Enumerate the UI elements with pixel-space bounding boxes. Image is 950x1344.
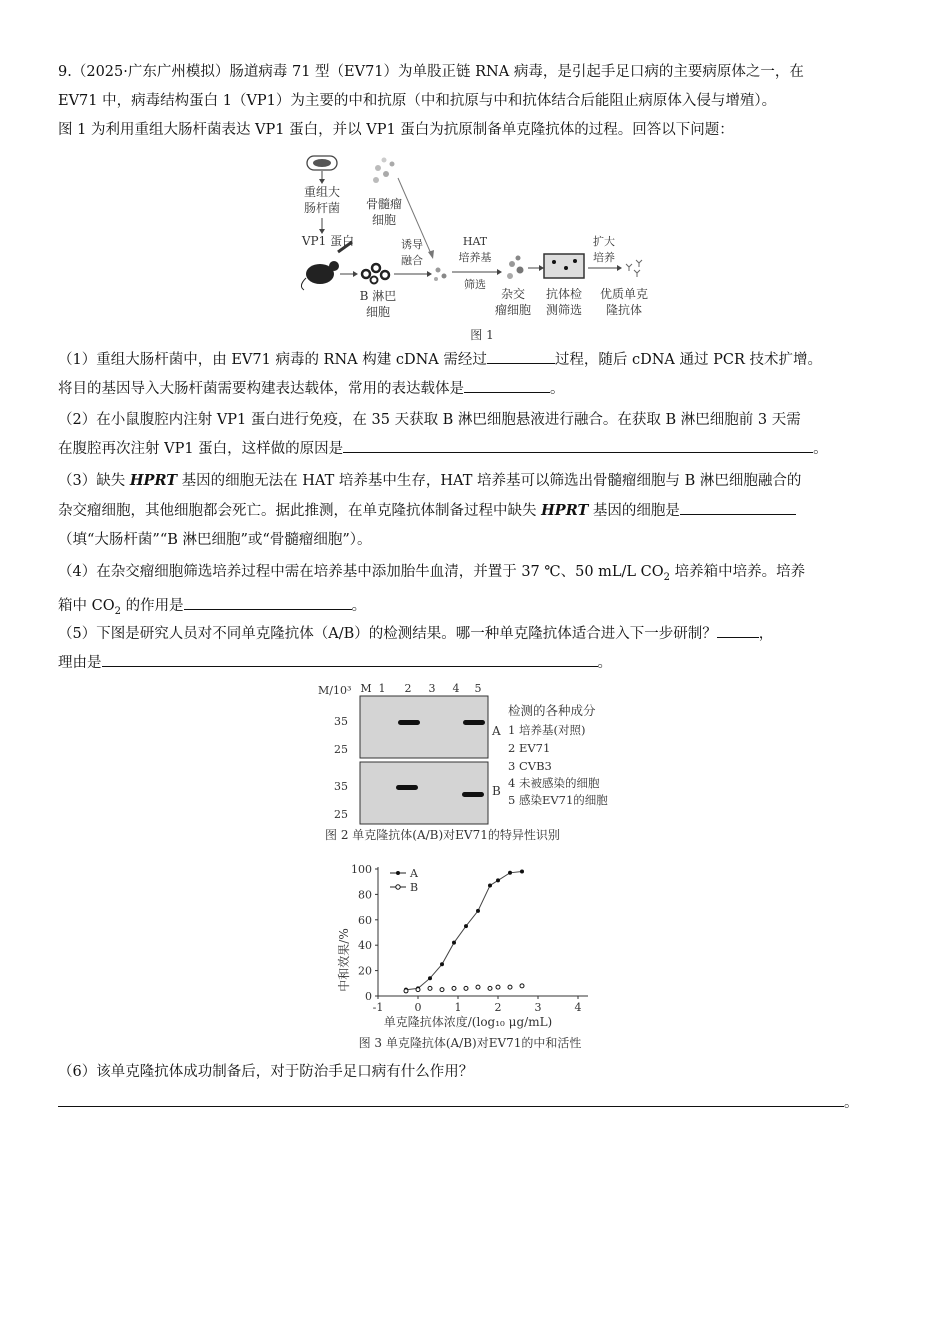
- expand-label-1: 扩大: [593, 235, 615, 248]
- chart-xlabel: 单克隆抗体浓度/(log₁₀ μg/mL): [383, 1015, 553, 1029]
- x-tick-label--1: -1: [372, 1001, 384, 1014]
- q4-text-c: 箱中 CO: [58, 597, 115, 614]
- myeloma-icons: [373, 158, 395, 184]
- series-a-fit-line: [406, 872, 522, 990]
- figure-2-caption: 图 2 单克隆抗体(A/B)对EV71的特异性识别: [325, 828, 560, 842]
- q3-text-b: 基因的细胞无法在 HAT 培养基中生存，HAT 培养基可以筛选出骨髓瘤细胞与 B 淋巴细胞融合的: [177, 473, 802, 489]
- hybridoma-label-2: 瘤细胞: [494, 303, 532, 317]
- q5-text-b: ，: [758, 626, 774, 642]
- myeloma-label-1: 骨髓瘤: [365, 197, 403, 211]
- ecoli-label-1: 重组大: [303, 185, 341, 199]
- q4-text-d: 的作用是: [120, 597, 184, 614]
- q3-text-d: 基因的细胞是: [588, 503, 680, 519]
- y-tick-label-20: 20: [358, 964, 372, 978]
- myeloma-label-2: 细胞: [371, 213, 397, 227]
- q1-text-b: 过程，随后 cDNA 通过 PCR 技术扩增。: [554, 352, 822, 368]
- x-tick-label-3: 3: [534, 1001, 542, 1014]
- series-a-point: [476, 909, 480, 913]
- series-a-point: [520, 870, 524, 874]
- figure-3-caption: 图 3 单克隆抗体(A/B)对EV71的中和活性: [358, 1036, 582, 1050]
- ecoli-label-2: 肠杆菌: [303, 201, 341, 215]
- figure-3-chart: [330, 855, 610, 1055]
- detection-plate-icon: [544, 254, 584, 278]
- plasmid-icon: [313, 159, 331, 167]
- series-b-point: [496, 985, 500, 989]
- lane-label-4: 4: [452, 682, 460, 695]
- x-tick-label-2: 2: [494, 1001, 502, 1014]
- question-source: （2025·广东广州模拟）: [71, 64, 230, 80]
- series-a-point: [452, 941, 456, 945]
- series-b-point: [416, 988, 420, 992]
- induce-label-1: 诱导: [401, 238, 423, 251]
- blot-legend-2: 2 EV71: [508, 741, 551, 755]
- series-b-point: [508, 985, 512, 989]
- q2-text-a: （2）在小鼠腹腔内注射 VP1 蛋白进行免疫，在 35 天获取 B 淋巴细胞悬液进行融合。在获取 B 淋巴细胞前 3 天需: [58, 412, 801, 428]
- x-tick-label-4: 4: [574, 1001, 582, 1014]
- antibody-test-label-2: 测筛选: [545, 303, 583, 317]
- lane-label-m: M: [360, 682, 372, 695]
- figure-1-diagram: [290, 148, 680, 348]
- blot-legend-1: 1 培养基(对照): [508, 723, 586, 737]
- x-tick-label-0: 0: [414, 1001, 422, 1014]
- q5-blank-1[interactable]: [717, 623, 759, 638]
- panel-label-a: A: [492, 724, 501, 738]
- screen-label: 筛选: [464, 278, 486, 291]
- y-tick-label-100: 100: [351, 863, 372, 876]
- question-4: [58, 558, 894, 626]
- intro-line-2: EV71 中，病毒结构蛋白 1（VP1）为主要的中和抗原（中和抗原与中和抗体结合后能阻止病原体入侵与增殖）。: [58, 93, 777, 109]
- hat-label-2: 培养基: [458, 251, 492, 264]
- series-a-point: [464, 924, 468, 928]
- question-5: [58, 620, 894, 678]
- y-tick-label-60: 60: [358, 913, 372, 927]
- hybridoma-label-1: 杂交: [500, 287, 526, 301]
- q5-blank-2[interactable]: [102, 652, 598, 667]
- q1-text-a: （1）重组大肠杆菌中，由 EV71 病毒的 RNA 构建 cDNA 需经过: [58, 352, 487, 368]
- q3-text-e: （填“大肠杆菌”“B 淋巴细胞”或“骨髓瘤细胞”）。: [58, 532, 372, 548]
- q3-text-c: 杂交瘤细胞，其他细胞都会死亡。据此推测，在单克隆抗体制备过程中缺失: [58, 503, 542, 519]
- q4-text-b: 培养箱中培养。培养: [670, 564, 806, 580]
- q4-text-e: 。: [351, 597, 367, 614]
- quality-label-2: 隆抗体: [605, 303, 643, 317]
- q2-text-b: 在腹腔再次注射 VP1 蛋白，这样做的原因是: [58, 441, 344, 457]
- q1-blank-2[interactable]: [464, 378, 550, 393]
- question-6: [58, 1058, 894, 1118]
- y-tick-label-80: 80: [358, 888, 372, 902]
- series-b-point: [464, 986, 468, 990]
- intro-line-3: 图 1 为利用重组大肠杆菌表达 VP1 蛋白，并以 VP1 蛋白为抗原制备单克隆抗体的过程。回答以下问题：: [58, 122, 734, 138]
- q3-text-a: （3）缺失: [58, 473, 130, 489]
- bcell-label-2: 细胞: [365, 305, 391, 319]
- blot-legend-4: 4 未被感染的细胞: [508, 776, 600, 790]
- series-b-point: [404, 989, 408, 993]
- question-intro: [58, 58, 894, 145]
- antibody-test-label-1: 抗体检: [545, 287, 583, 301]
- q5-text-c: 理由是: [58, 655, 102, 671]
- hat-label-1: HAT: [462, 235, 488, 248]
- legend-b-marker: [396, 885, 400, 889]
- y-tick-label-40: 40: [358, 939, 372, 953]
- blot-ylabel: M/10³: [318, 684, 352, 697]
- bcell-label-1: B 淋巴: [359, 289, 397, 303]
- legend-a-label: A: [410, 867, 418, 880]
- question-1: [58, 346, 894, 404]
- question-2: [58, 406, 894, 464]
- legend-a-marker: [396, 871, 400, 875]
- lane-label-2: 2: [404, 682, 412, 695]
- q2-blank[interactable]: [343, 438, 813, 453]
- q4-blank[interactable]: [184, 595, 352, 610]
- series-a-point: [508, 871, 512, 875]
- q2-text-c: 。: [813, 441, 828, 457]
- series-b-point: [440, 988, 444, 992]
- band-b-lane-5: [462, 792, 484, 797]
- lane-label-5: 5: [474, 682, 482, 695]
- series-a-point: [440, 962, 444, 966]
- band-b-lane-2: [396, 785, 418, 790]
- q4-subscript-1: 2: [663, 571, 671, 583]
- band-a-lane-5: [463, 720, 485, 725]
- intro-line-1: 肠道病毒 71 型（EV71）为单股正链 RNA 病毒，是引起手足口病的主要病原体之一，在: [229, 64, 804, 80]
- lane-label-1: 1: [378, 682, 386, 695]
- series-b-point: [428, 986, 432, 990]
- q1-text-d: 。: [550, 381, 565, 397]
- q3-blank[interactable]: [680, 500, 796, 515]
- hybridoma-icons: [507, 256, 524, 280]
- figure-2-blot: [310, 678, 640, 848]
- chart-ylabel: 中和效果/%: [337, 928, 351, 992]
- induce-label-2: 融合: [401, 254, 423, 267]
- marker-35-b: 35: [334, 780, 348, 793]
- q6-text-a: （6）该单克隆抗体成功制备后，对于防治手足口病有什么作用？: [58, 1064, 474, 1080]
- quality-label-1: 优质单克: [599, 287, 649, 301]
- figure-1-caption: 图 1: [470, 328, 494, 342]
- q1-text-c: 将目的基因导入大肠杆菌需要构建表达载体，常用的表达载体是: [58, 381, 464, 397]
- blot-legend-5: 5 感染EV71的细胞: [508, 793, 608, 807]
- q4-subscript-2: 2: [114, 605, 121, 617]
- q6-blank[interactable]: [58, 1092, 844, 1107]
- q5-text-a: （5）下图是研究人员对不同单克隆抗体（A/B）的检测结果。哪一种单克隆抗体适合进入下一步研制？: [58, 626, 717, 642]
- series-a-point: [428, 976, 432, 980]
- series-b-point: [476, 985, 480, 989]
- marker-35-a: 35: [334, 715, 348, 728]
- lane-label-3: 3: [428, 682, 436, 695]
- series-a-point: [488, 884, 492, 888]
- series-b-point: [488, 986, 492, 990]
- q6-text-b: 。: [844, 1095, 859, 1111]
- b-cell-icons: [362, 264, 389, 284]
- marker-25-a: 25: [334, 743, 348, 756]
- blot-panel-a: [360, 696, 488, 758]
- q5-text-d: 。: [597, 655, 612, 671]
- q1-blank-1[interactable]: [487, 349, 555, 364]
- series-b-point: [452, 986, 456, 990]
- antibody-icons: [626, 260, 642, 277]
- legend-b-label: B: [410, 881, 419, 894]
- blot-legend-title: 检测的各种成分: [508, 703, 596, 718]
- blot-legend-3: 3 CVB3: [508, 759, 552, 773]
- panel-label-b: B: [492, 784, 501, 798]
- series-b-point: [520, 984, 524, 988]
- q3-gene-2: HPRT: [541, 502, 589, 519]
- question-3: [58, 466, 894, 555]
- band-a-lane-2: [398, 720, 420, 725]
- x-tick-label-1: 1: [454, 1001, 462, 1014]
- series-a-point: [496, 878, 500, 882]
- fused-cell-icons: [434, 268, 447, 282]
- y-tick-label-0: 0: [365, 990, 372, 1003]
- marker-25-b: 25: [334, 808, 348, 821]
- q4-text-a: （4）在杂交瘤细胞筛选培养过程中需在培养基中添加胎牛血清，并置于 37 ℃、50 mL/L CO: [58, 564, 664, 580]
- vp1-label: VP1 蛋白: [301, 234, 355, 248]
- expand-label-2: 培养: [593, 251, 615, 264]
- q3-gene-1: HPRT: [129, 472, 178, 489]
- question-number: 9.: [58, 64, 72, 80]
